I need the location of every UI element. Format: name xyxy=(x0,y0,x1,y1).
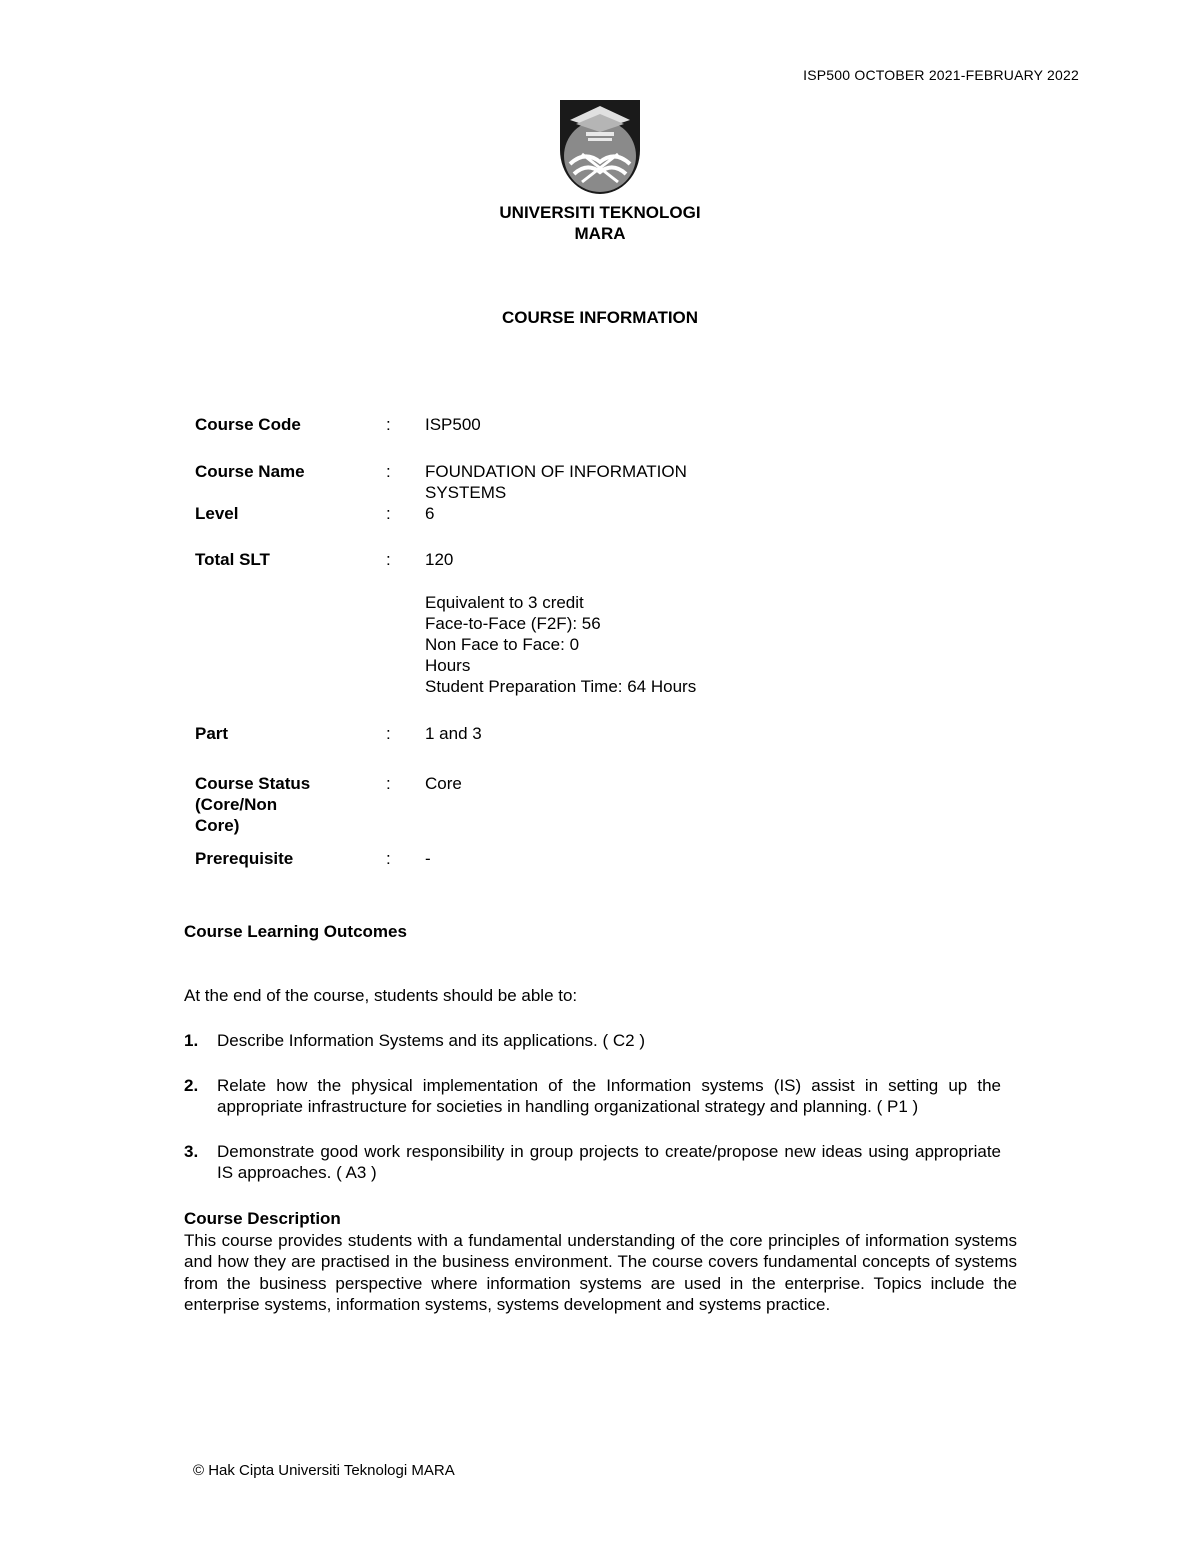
course-description-text: This course provides students with a fundamental understanding of the core principles of information systems and how they are practised in the business environment. The course covers fundamental concepts of systems from the business perspective where information systems are used in the enterprise. Topics include the enterprise systems, information systems, systems development and systems practice. xyxy=(184,1231,1017,1314)
course-status-label xyxy=(195,773,310,836)
course-name-colon: : xyxy=(386,462,391,481)
learning-outcomes-intro: At the end of the course, students should be able to: xyxy=(184,986,578,1005)
prerequisite-label: Prerequisite xyxy=(195,849,294,868)
course-code-colon: : xyxy=(386,415,391,434)
uitm-crest-icon xyxy=(560,100,640,196)
course-name-value-line1: FOUNDATION OF INFORMATION xyxy=(425,462,687,481)
course-description-heading: Course Description xyxy=(184,1209,341,1228)
part-colon: : xyxy=(386,724,391,743)
course-code-label: Course Code xyxy=(195,415,301,434)
outcome-number: 1. xyxy=(184,1031,199,1050)
total-slt-details xyxy=(425,592,696,697)
learning-outcomes-heading: Course Learning Outcomes xyxy=(184,922,407,941)
slt-detail-hours: Hours xyxy=(425,656,471,675)
outcome-number: 2. xyxy=(184,1076,199,1095)
total-slt-label: Total SLT xyxy=(195,550,270,569)
part-value: 1 and 3 xyxy=(425,724,482,743)
document-reference: ISP500 OCTOBER 2021-FEBRUARY 2022 xyxy=(803,67,1079,83)
level-label: Level xyxy=(195,504,239,523)
slt-detail-f2f: Face-to-Face (F2F): 56 xyxy=(425,614,601,633)
outcome-text: Relate how the physical implementation of the Information systems (IS) assist in setting up the appropriate infrastructure for societies in handling organizational strategy and planning. ( P1 ) xyxy=(217,1076,1001,1116)
level-value: 6 xyxy=(425,504,435,523)
course-status-label-line3: Core) xyxy=(195,816,240,835)
part-label: Part xyxy=(195,724,229,743)
page-title: COURSE INFORMATION xyxy=(501,308,699,327)
university-name-line2: MARA xyxy=(574,224,626,243)
prerequisite-value: - xyxy=(425,849,431,868)
slt-detail-nf2f: Non Face to Face: 0 xyxy=(425,635,580,654)
course-status-colon: : xyxy=(386,774,391,793)
course-code-value: ISP500 xyxy=(425,415,481,434)
outcome-text: Describe Information Systems and its applications. ( C2 ) xyxy=(217,1031,646,1050)
course-status-label-line1: Course Status xyxy=(195,774,311,793)
outcome-text: Demonstrate good work responsibility in group projects to create/propose new ideas using appropriate IS approaches. ( A3 ) xyxy=(217,1142,1001,1182)
course-status-label-line2: (Core/Non xyxy=(195,795,278,814)
total-slt-colon: : xyxy=(386,550,391,569)
copyright-footer: © Hak Cipta Universiti Teknologi MARA xyxy=(193,1462,455,1479)
total-slt-value: 120 xyxy=(425,550,454,569)
outcome-number: 3. xyxy=(184,1142,199,1161)
university-name xyxy=(0,202,1200,244)
course-status-value: Core xyxy=(425,774,462,793)
course-name-value xyxy=(425,461,687,503)
slt-detail-credit: Equivalent to 3 credit xyxy=(425,593,584,612)
slt-detail-preparation: Student Preparation Time: 64 Hours xyxy=(425,677,697,696)
university-name-line1: UNIVERSITI TEKNOLOGI xyxy=(499,203,701,222)
course-name-label: Course Name xyxy=(195,462,305,481)
course-name-value-line2: SYSTEMS xyxy=(425,483,507,502)
level-colon: : xyxy=(386,504,391,523)
prerequisite-colon: : xyxy=(386,849,391,868)
